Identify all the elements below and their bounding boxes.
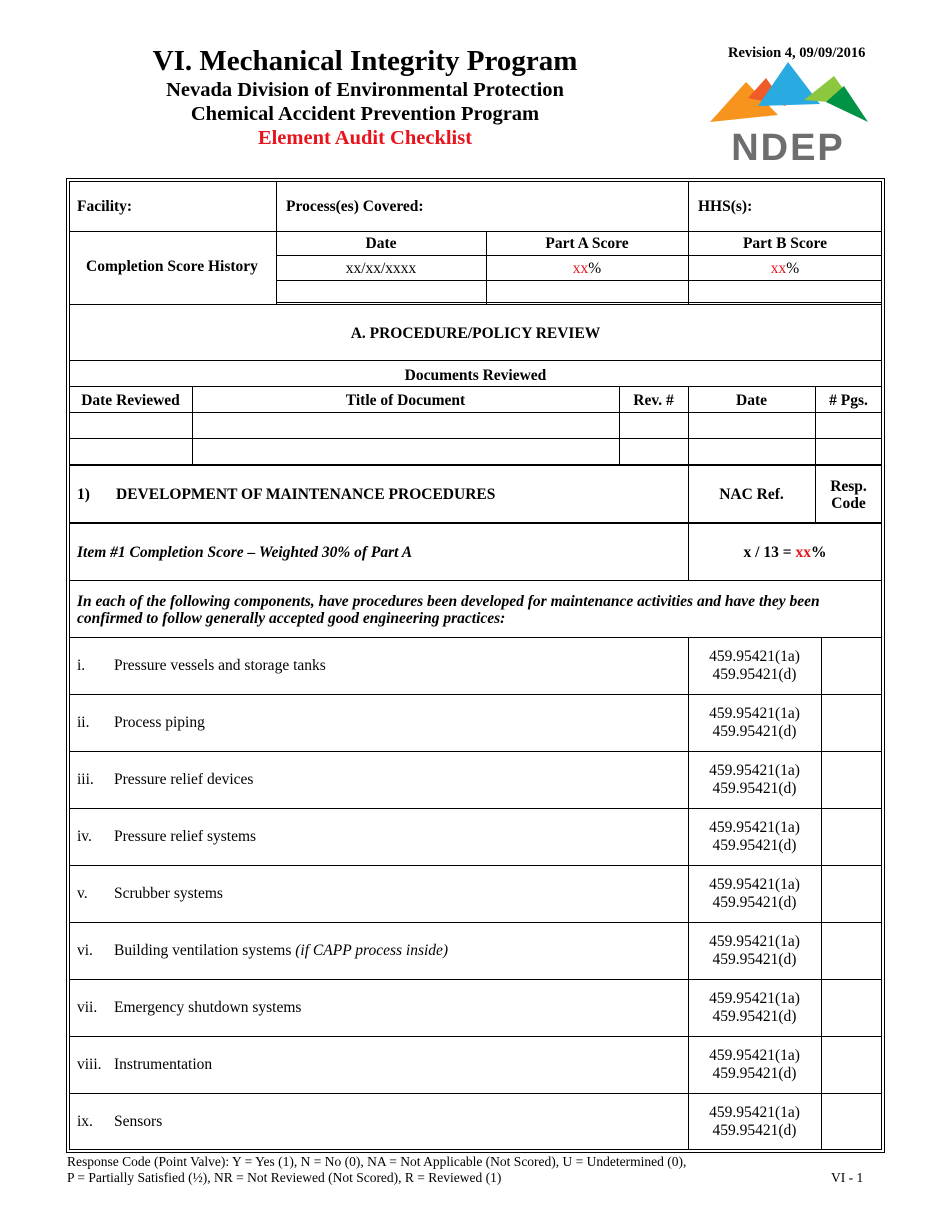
legend-line-1: Response Code (Point Valve): Y = Yes (1), N = No (0), NA = Not Applicable (Not Scored), U = Undetermined (0), xyxy=(67,1154,687,1169)
component-number: vii. xyxy=(77,999,98,1016)
component-label: Building ventilation systems (if CAPP process inside) xyxy=(114,942,449,959)
nac-ref-primary: 459.95421(1a) xyxy=(709,1047,800,1064)
ndep-logo xyxy=(708,60,870,164)
component-label: Pressure relief devices xyxy=(114,771,254,788)
item-1-score-label: Item #1 Completion Score – Weighted 30% of Part A xyxy=(77,544,413,561)
page-number: VI - 1 xyxy=(831,1170,864,1185)
component-number: viii. xyxy=(77,1056,102,1073)
nac-ref-secondary: 459.95421(d) xyxy=(712,1008,797,1025)
part-a-column-header: Part A Score xyxy=(545,235,629,252)
component-label: Pressure vessels and storage tanks xyxy=(114,657,326,674)
nac-ref-secondary: 459.95421(d) xyxy=(712,837,797,854)
resp-code-header-line1: Resp. xyxy=(830,478,867,495)
component-number: vi. xyxy=(77,942,93,959)
nac-ref-secondary: 459.95421(d) xyxy=(712,1065,797,1082)
component-label: Sensors xyxy=(114,1113,163,1130)
agency-name: Nevada Division of Environmental Protection xyxy=(166,79,564,101)
hhs-label: HHS(s): xyxy=(698,198,753,215)
facility-label: Facility: xyxy=(77,198,133,215)
nac-ref-header: NAC Ref. xyxy=(719,486,784,503)
nac-ref-secondary: 459.95421(d) xyxy=(712,666,797,683)
response-code-legend xyxy=(67,1154,686,1186)
documents-reviewed-title: Documents Reviewed xyxy=(404,367,547,384)
component-number: iii. xyxy=(77,771,94,788)
nac-ref-primary: 459.95421(1a) xyxy=(709,762,800,779)
document-header xyxy=(90,44,640,150)
revision-label: Revision 4, 09/09/2016 xyxy=(728,45,866,61)
component-number: i. xyxy=(77,657,86,674)
component-number: v. xyxy=(77,885,88,902)
item-1-score-formula: x / 13 = xx% xyxy=(743,544,827,561)
pages-header: # Pgs. xyxy=(829,392,868,409)
checklist-subtitle: Element Audit Checklist xyxy=(257,127,473,149)
item-1-question-line2: confirmed to follow generally accepted good engineering practices: xyxy=(77,610,506,627)
document-date-header: Date xyxy=(736,392,767,409)
nac-ref-primary: 459.95421(1a) xyxy=(709,1104,800,1121)
part-a-score-value: xx% xyxy=(572,260,602,277)
nac-ref-secondary: 459.95421(d) xyxy=(712,723,797,740)
program-name: Chemical Accident Prevention Program xyxy=(190,103,540,125)
component-number: ii. xyxy=(77,714,90,731)
title-of-document-header: Title of Document xyxy=(345,392,466,409)
score-history-label: Completion Score History xyxy=(86,258,258,275)
logo-wordmark: NDEP xyxy=(731,127,845,164)
part-b-column-header: Part B Score xyxy=(742,235,828,252)
component-label: Pressure relief systems xyxy=(114,828,257,845)
page-title: VI. Mechanical Integrity Program xyxy=(152,45,578,77)
nac-ref-secondary: 459.95421(d) xyxy=(712,780,797,797)
component-label: Emergency shutdown systems xyxy=(114,999,302,1016)
component-label: Process piping xyxy=(114,714,205,731)
item-1-number: 1) xyxy=(77,486,90,503)
nac-ref-primary: 459.95421(1a) xyxy=(709,933,800,950)
nac-ref-primary: 459.95421(1a) xyxy=(709,876,800,893)
history-date-value: xx/xx/xxxx xyxy=(345,260,417,277)
part-b-score-value: xx% xyxy=(770,260,800,277)
date-column-header: Date xyxy=(365,235,397,252)
component-number: ix. xyxy=(77,1113,93,1130)
process-covered-label: Process(es) Covered: xyxy=(286,198,424,215)
nac-ref-secondary: 459.95421(d) xyxy=(712,951,797,968)
component-note: (if CAPP process inside) xyxy=(295,942,449,959)
section-a-title: A. PROCEDURE/POLICY REVIEW xyxy=(350,325,601,342)
nac-ref-primary: 459.95421(1a) xyxy=(709,705,800,722)
item-1-question-line1: In each of the following components, have procedures been developed for maintenance activities and have they been xyxy=(77,593,820,610)
nac-ref-primary: 459.95421(1a) xyxy=(709,819,800,836)
component-label: Scrubber systems xyxy=(114,885,223,902)
resp-code-header-line2: Code xyxy=(831,495,866,512)
nac-ref-secondary: 459.95421(d) xyxy=(712,894,797,911)
component-number: iv. xyxy=(77,828,92,845)
date-reviewed-header: Date Reviewed xyxy=(81,392,180,409)
component-label: Instrumentation xyxy=(114,1056,213,1073)
legend-line-2: P = Partially Satisfied (½), NR = Not Reviewed (Not Scored), R = Reviewed (1) xyxy=(67,1170,502,1185)
nac-ref-primary: 459.95421(1a) xyxy=(709,648,800,665)
revision-number-header: Rev. # xyxy=(633,392,674,409)
nac-ref-primary: 459.95421(1a) xyxy=(709,990,800,1007)
nac-ref-secondary: 459.95421(d) xyxy=(712,1122,797,1139)
item-1-title: DEVELOPMENT OF MAINTENANCE PROCEDURES xyxy=(116,486,496,503)
